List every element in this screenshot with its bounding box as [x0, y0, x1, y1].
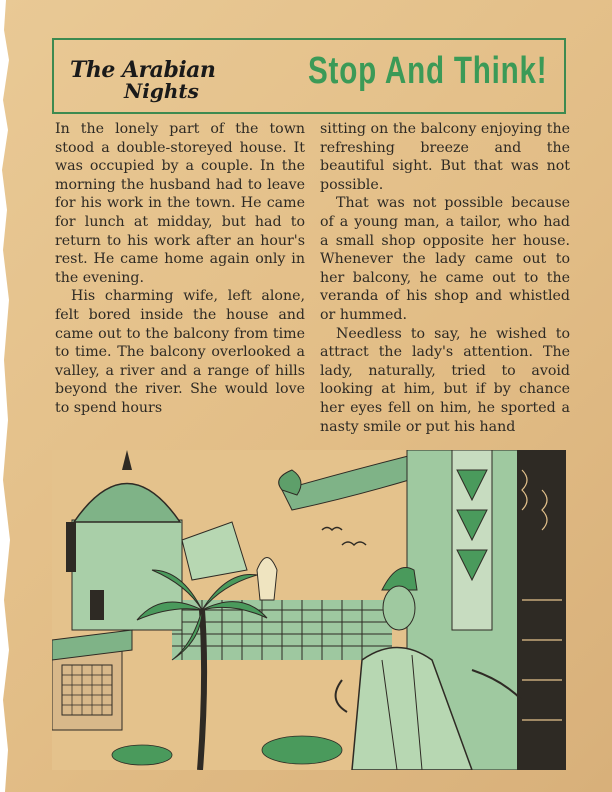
series-logo — [66, 55, 236, 105]
paragraph: That was not possible because of a young man, a tailor, who had a small shop opposite her house. Whenever the lady came out to her balcony, he came out to the veranda of his shop and whistled or hummed. — [320, 195, 570, 323]
right-column — [320, 120, 570, 436]
logo-line-2: Nights — [124, 79, 199, 103]
torn-edge — [0, 0, 14, 792]
paragraph: His charming wife, left alone, felt bored inside the house and came out to the balcony from time to time. The balcony overlooked a valley, a river and a range of hills beyond the river. She would love to spend hours — [55, 288, 305, 416]
paragraph: Needless to say, he wished to attract the lady's attention. The lady, naturally, tried to avoid looking at him, but if by chance her eyes fell on him, he sported a nasty smile or put his hand — [320, 325, 570, 435]
left-column — [55, 120, 305, 418]
story-illustration — [52, 450, 566, 770]
story-title: Stop And Think! — [308, 50, 548, 92]
paragraph: sitting on the balcony enjoying the refreshing breeze and the beautiful sight. But that was not possible. — [320, 121, 570, 193]
logo-line-1: The Arabian — [70, 57, 216, 83]
paragraph: In the lonely part of the town stood a double-storeyed house. It was occupied by a couple. In the morning the husband had to leave for his work in the town. He came for lunch at midday, but had to return to his work after an hour's rest. He came home again only in the evening. — [55, 121, 305, 286]
